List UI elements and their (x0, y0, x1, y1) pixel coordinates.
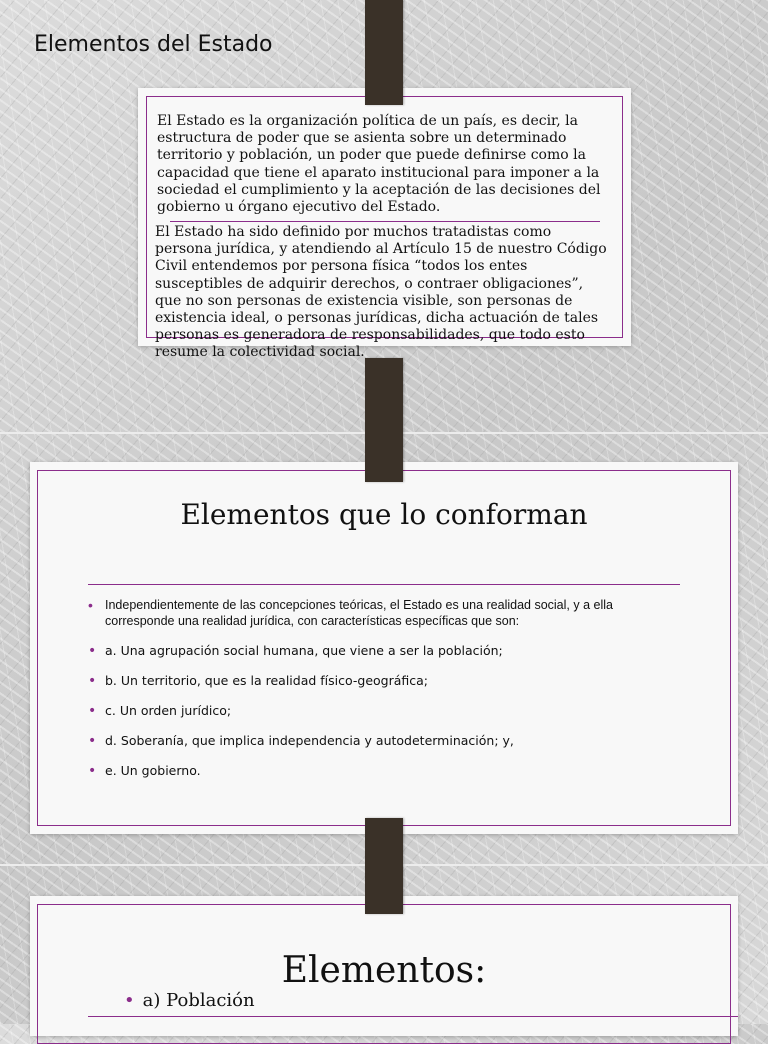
bullet-icon: • (88, 597, 93, 613)
paragraph-divider (170, 221, 600, 222)
bullet-icon: • (88, 703, 97, 719)
bullet-icon: • (88, 643, 97, 659)
elements-list (88, 597, 688, 787)
list-item-text: c. Un orden jurídico; (105, 703, 232, 718)
bullet-icon: • (88, 733, 97, 749)
list-item (88, 643, 685, 659)
list-item (88, 673, 685, 689)
population-label: a) Población (142, 990, 255, 1011)
list-item (88, 763, 685, 779)
definition-paragraph-2: El Estado ha sido definido por muchos tratadistas como persona jurídica, y atendiendo al Artículo 15 de nuestro Código Civil entendemos por persona física “todos los entes susceptibles de adquirir derechos, o contraer obligaciones”, que no son personas de existencia visible, son personas de existencia ideal, o personas jurídicas, dicha actuación de tales personas es generadora de responsabilidades, que todo esto resume la colectividad social. (155, 224, 607, 361)
title-divider (88, 1016, 738, 1017)
list-item (88, 733, 685, 749)
connector-post (365, 358, 403, 482)
population-bullet (124, 990, 255, 1011)
elements-title: Elementos que lo conforman (180, 498, 588, 531)
connector-post (365, 818, 403, 914)
connector-post (365, 0, 403, 105)
list-item (88, 703, 685, 719)
list-item (88, 597, 685, 629)
bullet-icon: • (88, 763, 97, 779)
title-divider (88, 584, 680, 585)
list-item-text: Independientemente de las concepciones teóricas, el Estado es una realidad social, y a ella corresponde una realidad jurídica, con características específicas que son: (105, 598, 613, 628)
list-item-text: e. Un gobierno. (105, 763, 201, 778)
bullet-icon: • (88, 673, 97, 689)
list-item-text: b. Un territorio, que es la realidad físico-geográfica; (105, 673, 429, 688)
list-item-text: a. Una agrupación social humana, que viene a ser la población; (105, 643, 503, 658)
elements-heading: Elementos: (281, 950, 487, 991)
list-item-text: d. Soberanía, que implica independencia y autodeterminación; y, (105, 733, 514, 748)
page-title: Elementos del Estado (34, 32, 273, 57)
definition-paragraph-1: El Estado es la organización política de un país, es decir, la estructura de poder que se asienta sobre un determinado territorio y población, un poder que puede definirse como la capacidad que tiene el aparato institucional para imponer a la sociedad el cumplimiento y la aceptación de las decisiones del gobierno u órgano ejecutivo del Estado. (157, 113, 601, 216)
bullet-icon: • (124, 990, 135, 1011)
